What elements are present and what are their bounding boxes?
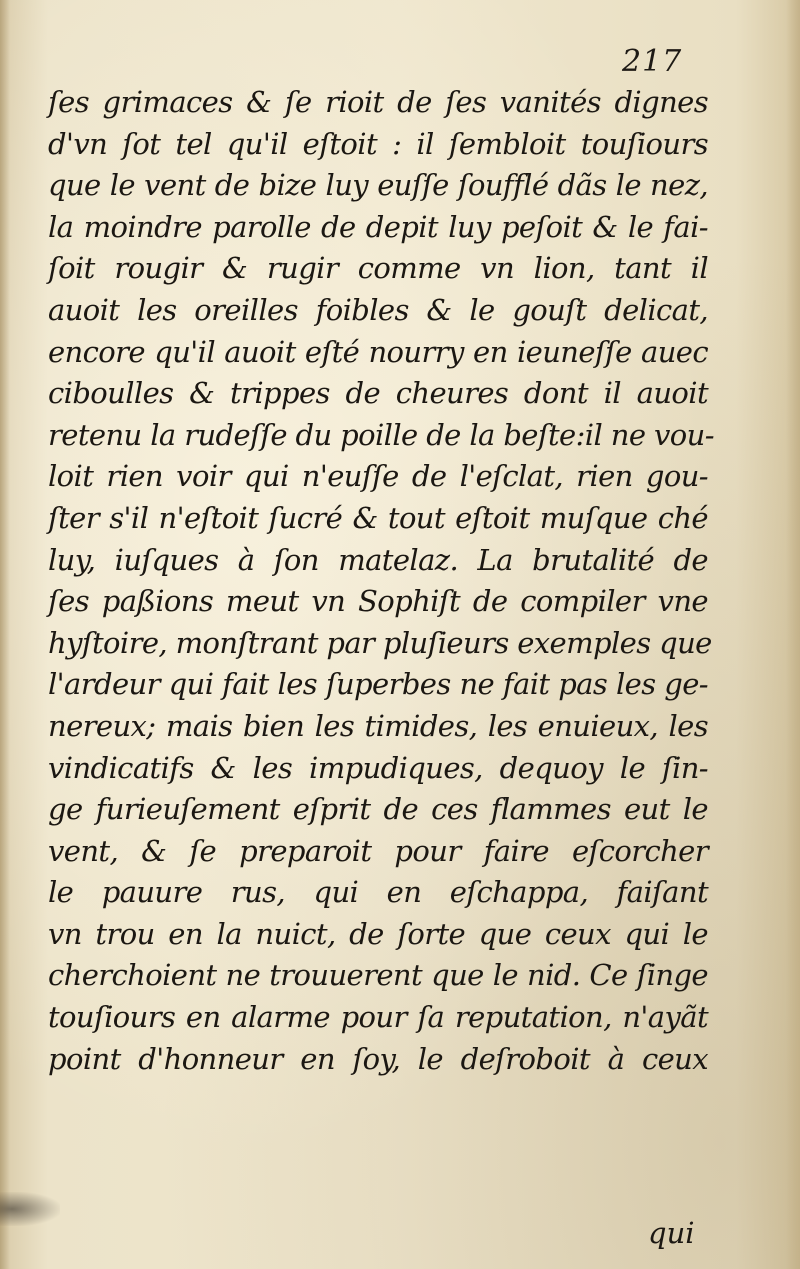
text-line: loit rien voir qui n'euſſe de l'eſclat, rien gou- (48, 459, 708, 494)
text-line: ſter s'il n'eſtoit ſucré & tout eſtoit muſque ché (48, 500, 708, 535)
ink-smudge (0, 1192, 60, 1226)
page-edge-shadow-right (786, 0, 800, 1269)
text-line: d'vn ſot tel qu'il eſtoit : il ſembloit touſiours (48, 126, 708, 161)
page-edge-shadow-left (0, 0, 10, 1269)
text-line: que le vent de bize luy euſſe ſoufflé dãs le nez, (48, 168, 708, 203)
text-line: encore qu'il auoit eſté nourry en ieuneſſe auec (48, 334, 708, 369)
text-line: ſoit rougir & rugir comme vn lion, tant il (48, 251, 708, 286)
text-line: ſes paßions meut vn Sophiſt de compiler vne (48, 584, 708, 619)
text-line: point d'honneur en ſoy, le deſroboit à ceux (48, 1041, 708, 1076)
text-line: l'ardeur qui fait les ſuperbes ne fait pas les ge- (48, 667, 708, 702)
text-line: ciboulles & trippes de cheures dont il auoit (48, 376, 708, 411)
text-line: vent, & ſe preparoit pour faire eſcorcher (48, 833, 708, 868)
page-number: 217 (622, 44, 683, 79)
text-line: nereux; mais bien les timides, les enuieux, les (48, 708, 708, 743)
text-line: vindicatifs & les impudiques, dequoy le ſin- (48, 750, 708, 785)
text-line: le pauure rus, qui en eſchappa, faiſant (48, 875, 708, 910)
catchword: qui (648, 1216, 695, 1250)
text-line: ſes grimaces & ſe rioit de ſes vanités dignes (48, 85, 708, 119)
body-text (48, 82, 714, 1080)
text-line: cherchoient ne trouuerent que le nid. Ce ſinge (48, 958, 708, 993)
text-line: vn trou en la nuict, de ſorte que ceux qui le (48, 916, 708, 951)
text-line: la moindre parolle de depit luy peſoit & le fai- (48, 209, 708, 244)
text-line: auoit les oreilles foibles & le gouſt delicat, (48, 292, 708, 327)
text-line: hyſtoire, monſtrant par pluſieurs exemples que (48, 625, 712, 660)
text-line: touſiours en alarme pour ſa reputation, n'ayãt (48, 1000, 708, 1035)
text-line: retenu la rudeſſe du poille de la beſte:il ne vou- (48, 417, 714, 452)
text-line: luy, iuſques à ſon matelaz. La brutalité de (48, 542, 708, 577)
text-line: ge furieuſement eſprit de ces flammes eut le (48, 792, 708, 827)
